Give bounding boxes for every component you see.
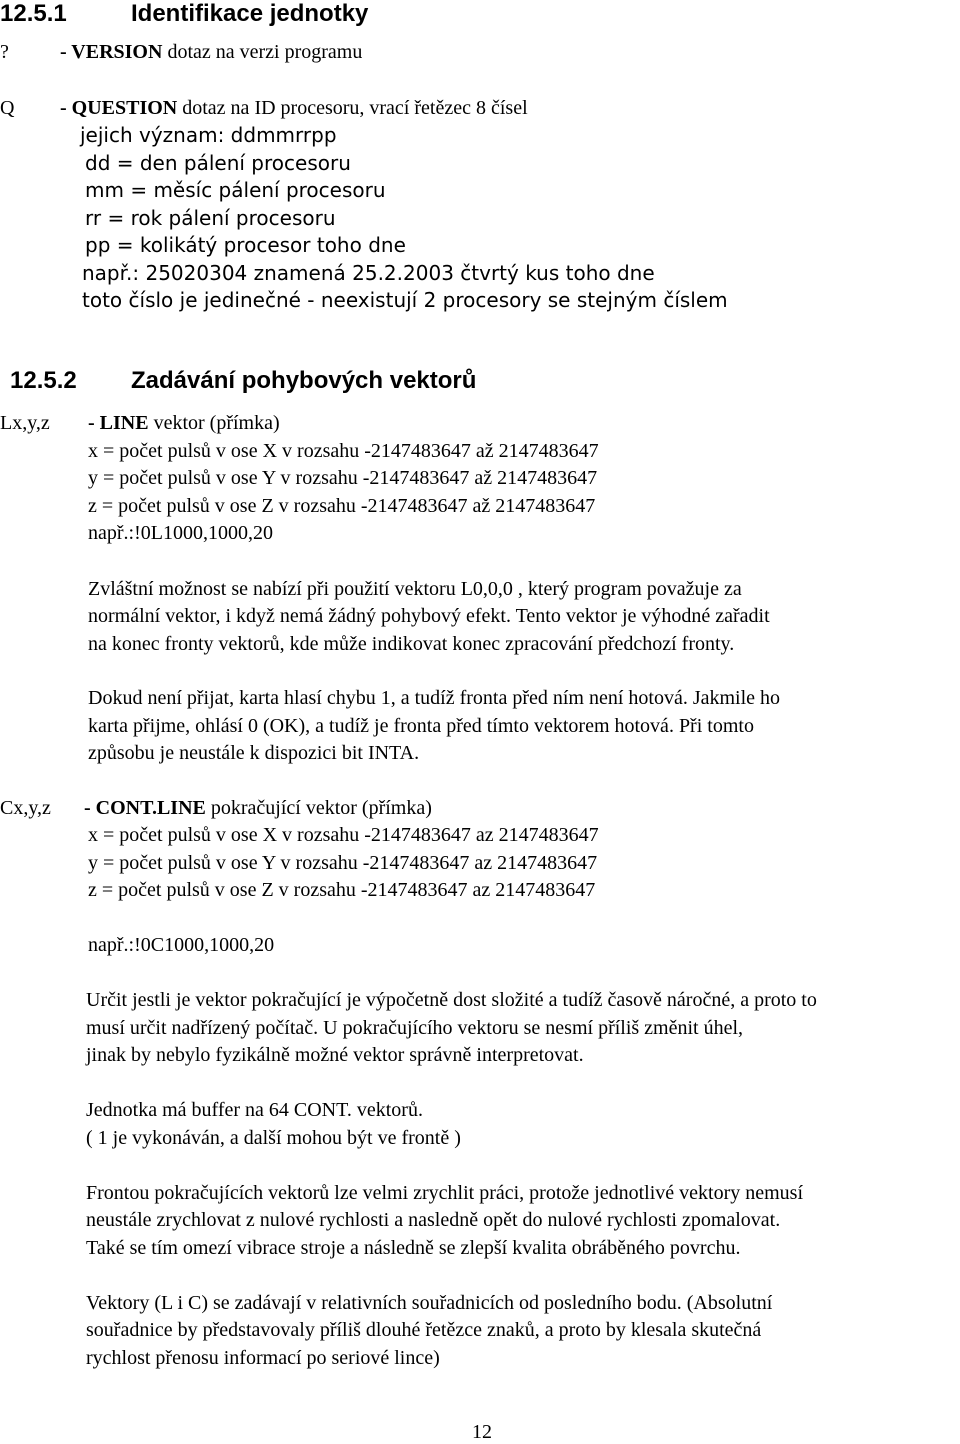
cont-row [84, 796, 432, 820]
page-number: 12 [472, 1421, 492, 1443]
para2-line3: způsobu je neustále k dispozici bit INTA. [88, 742, 420, 764]
para3-line2: musí určit nadřízený počítač. U pokračujícího vektoru se nesmí příliš změnit úhel, [86, 1017, 744, 1039]
para4-line1: Jednotka má buffer na 64 CONT. vektorů. [86, 1099, 423, 1121]
line-x-range: x = počet pulsů v ose X v rozsahu -2147483647 až 2147483647 [88, 440, 599, 462]
section-number-12-5-2: 12.5.2 [10, 367, 77, 394]
section-number-12-5-1: 12.5.1 [0, 0, 67, 27]
id-example-line: např.: 25020304 znamená 25.2.2003 čtvrtý kus toho dne [82, 261, 655, 285]
cont-z-range: z = počet pulsů v ose Z v rozsahu -2147483647 az 2147483647 [88, 879, 596, 901]
id-dd-line: dd = den pálení procesoru [85, 151, 351, 175]
cont-name: - CONT.LINE [84, 797, 206, 819]
command-line: Lx,y,z [0, 412, 50, 434]
cont-y-range: y = počet pulsů v ose Y v rozsahu -2147483647 az 2147483647 [88, 852, 598, 874]
line-row [88, 411, 280, 435]
para4-line2: ( 1 je vykonáván, a další mohou být ve frontě ) [86, 1127, 461, 1149]
para6-line1: Vektory (L i C) se zadávají v relativních souřadnicích od posledního bodu. (Absolutní [86, 1292, 773, 1314]
para1-line1: Zvláštní možnost se nabízí při použití vektoru L0,0,0 , který program považuje za [88, 578, 742, 600]
command-cont: Cx,y,z [0, 797, 51, 819]
section-title-identifikace: Identifikace jednotky [131, 0, 369, 27]
line-name: - LINE [88, 412, 149, 434]
line-desc: vektor (přímka) [153, 412, 280, 434]
line-z-range: z = počet pulsů v ose Z v rozsahu -2147483647 až 2147483647 [88, 495, 596, 517]
section-title-zadavani: Zadávání pohybových vektorů [131, 367, 477, 394]
id-unique-line: toto číslo je jedinečné - neexistují 2 procesory se stejným číslem [82, 288, 728, 312]
para5-line2: neustále zrychlovat z nulové rychlosti a nasledně opět do nulové rychlosti zpomalovat. [86, 1209, 781, 1231]
para3-line3: jinak by nebylo fyzikálně možné vektor správně interpretovat. [86, 1044, 584, 1066]
cont-example: např.:!0C1000,1000,20 [88, 934, 275, 956]
line-example: např.:!0L1000,1000,20 [88, 522, 273, 544]
version-name: - VERSION [60, 41, 163, 63]
question-desc: dotaz na ID procesoru, vrací řetězec 8 čísel [182, 97, 528, 119]
para1-line3: na konec fronty vektorů, kde může indikovat konec zpracování předchozí fronty. [88, 633, 735, 655]
id-meaning-line: jejich význam: ddmmrrpp [80, 123, 337, 147]
para2-line1: Dokud není přijat, karta hlasí chybu 1, a tudíž fronta před ním není hotová. Jakmile ho [88, 687, 781, 709]
id-rr-line: rr = rok pálení procesoru [85, 206, 336, 230]
id-pp-line: pp = kolikátý procesor toho dne [85, 233, 406, 257]
line-y-range: y = počet pulsů v ose Y v rozsahu -2147483647 až 2147483647 [88, 467, 598, 489]
id-mm-line: mm = měsíc pálení procesoru [85, 178, 386, 202]
para5-line1: Frontou pokračujících vektorů lze velmi zrychlit práci, protože jednotlivé vektory nemusí [86, 1182, 804, 1204]
command-version: ? [0, 41, 9, 63]
para6-line2: souřadnice by představovaly příliš dlouhé řetězce znaků, a proto by klesala skutečná [86, 1319, 762, 1341]
command-question: Q [0, 97, 15, 119]
version-desc: dotaz na verzi programu [167, 41, 363, 63]
cont-x-range: x = počet pulsů v ose X v rozsahu -2147483647 az 2147483647 [88, 824, 599, 846]
cont-desc: pokračující vektor (přímka) [210, 797, 432, 819]
para1-line2: normální vektor, i když nemá žádný pohybový efekt. Tento vektor je výhodné zařadit [88, 605, 770, 627]
para3-line1: Určit jestli je vektor pokračující je výpočetně dost složité a tudíž časově náročné, a proto to [86, 989, 817, 1011]
para5-line3: Také se tím omezí vibrace stroje a následně se zlepší kvalita obráběného povrchu. [86, 1237, 741, 1259]
question-name: - QUESTION [60, 97, 178, 119]
para6-line3: rychlost přenosu informací po seriové lince) [86, 1347, 440, 1369]
question-row [60, 96, 528, 120]
para2-line2: karta přijme, ohlásí 0 (OK), a tudíž je fronta před tímto vektorem hotová. Při tomto [88, 715, 754, 737]
version-row [60, 40, 362, 64]
